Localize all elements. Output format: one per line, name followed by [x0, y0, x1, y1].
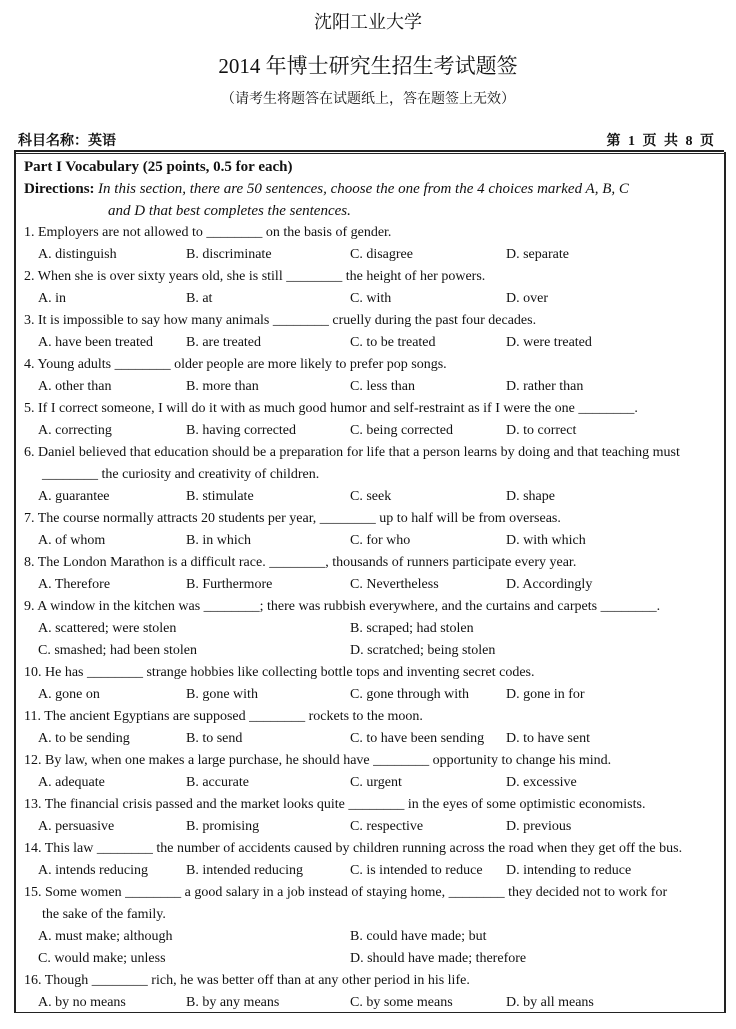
option-row	[24, 244, 720, 266]
answer-option: B. could have made; but	[350, 929, 487, 944]
question-stem: 3. It is impossible to say how many animals ________ cruelly during the past four decades.	[24, 313, 537, 328]
answer-option: C. gone through with	[350, 687, 469, 702]
question-stem: 1. Employers are not allowed to ________ on the basis of gender.	[24, 225, 392, 240]
answer-option: C. less than	[350, 379, 415, 394]
answer-option: D. rather than	[506, 379, 584, 394]
answer-option: D. should have made; therefore	[350, 951, 527, 966]
answer-option: C. urgent	[350, 775, 402, 790]
answer-option: C. being corrected	[350, 423, 454, 438]
question-sheet	[24, 156, 720, 1014]
option-row	[24, 618, 720, 640]
answer-option: B. by any means	[186, 995, 280, 1010]
answer-option: A. distinguish	[38, 247, 117, 262]
answer-option: A. guarantee	[38, 489, 110, 504]
subject-name: 科目名称：英语	[18, 134, 116, 149]
option-row	[24, 376, 720, 398]
answer-option: A. gone on	[38, 687, 100, 702]
part-title: Part I Vocabulary (25 points, 0.5 for each)	[24, 159, 293, 175]
question-stem: 14. This law ________ the number of accidents caused by children running across the road when they get off the bus.	[24, 841, 683, 856]
answer-option: B. accurate	[186, 775, 249, 790]
question-stem: 2. When she is over sixty years old, she is still ________ the height of her powers.	[24, 269, 486, 284]
answer-option: C. seek	[350, 489, 392, 504]
exam-title: 2014 年博士研究生招生考试题签	[218, 54, 518, 78]
question-stem: 15. Some women ________ a good salary in a job instead of staying home, ________ they decided not to work for	[24, 885, 668, 900]
answer-option: C. respective	[350, 819, 424, 834]
option-row	[24, 926, 720, 948]
answer-option: C. with	[350, 291, 392, 306]
answer-option: A. other than	[38, 379, 112, 394]
directions-text: In this section, there are 50 sentences, choose the one from the 4 choices marked A, B, C	[98, 181, 629, 197]
answer-option: C. by some means	[350, 995, 453, 1010]
answer-option: B. are treated	[186, 335, 262, 350]
question-stem: 13. The financial crisis passed and the market looks quite ________ in the eyes of some optimistic economists.	[24, 797, 646, 812]
answer-option: A. correcting	[38, 423, 112, 438]
directions	[24, 178, 720, 200]
option-row	[24, 332, 720, 354]
answer-option: A. Therefore	[38, 577, 111, 592]
answer-option: D. by all means	[506, 995, 594, 1010]
school-name: 沈阳工业大学	[314, 12, 422, 32]
answer-option: D. scratched; being stolen	[350, 643, 496, 658]
answer-option: D. excessive	[506, 775, 577, 790]
option-row	[24, 772, 720, 794]
directions-continued	[24, 200, 720, 222]
answer-option: B. at	[186, 291, 213, 306]
answer-option: C. smashed; had been stolen	[38, 643, 198, 658]
question-stem-continued: ________ the curiosity and creativity of children.	[42, 467, 320, 482]
option-row	[24, 640, 720, 662]
directions-text: and D that best completes the sentences.	[108, 203, 351, 219]
answer-option: D. were treated	[506, 335, 592, 350]
answer-option: B. more than	[186, 379, 259, 394]
answer-option: A. scattered; were stolen	[38, 621, 177, 636]
question-stem: 12. By law, when one makes a large purchase, he should have ________ opportunity to change his mind.	[24, 753, 612, 768]
answer-option: C. to have been sending	[350, 731, 485, 746]
answer-option: B. having corrected	[186, 423, 297, 438]
answer-option: D. Accordingly	[506, 577, 593, 592]
answer-option: D. shape	[506, 489, 555, 504]
answer-option: C. to be treated	[350, 335, 436, 350]
answer-option: C. for who	[350, 533, 411, 548]
question-stem: 4. Young adults ________ older people are more likely to prefer pop songs.	[24, 357, 447, 372]
answer-option: A. adequate	[38, 775, 105, 790]
option-row	[24, 816, 720, 838]
answer-option: B. stimulate	[186, 489, 254, 504]
answer-option: A. by no means	[38, 995, 126, 1010]
answer-option: B. to send	[186, 731, 243, 746]
question-stem: 9. A window in the kitchen was ________; there was rubbish everywhere, and the curtains and carpets ________.	[24, 599, 661, 614]
option-row	[24, 530, 720, 552]
answer-option: B. intended reducing	[186, 863, 304, 878]
answer-option: B. discriminate	[186, 247, 272, 262]
answer-option: C. disagree	[350, 247, 413, 262]
answer-option: A. to be sending	[38, 731, 130, 746]
answer-option: C. would make; unless	[38, 951, 166, 966]
answer-option: A. persuasive	[38, 819, 115, 834]
option-row	[24, 486, 720, 508]
option-row	[24, 420, 720, 442]
option-row	[24, 860, 720, 882]
answer-option: D. over	[506, 291, 548, 306]
answer-option: A. have been treated	[38, 335, 154, 350]
answer-option: C. Nevertheless	[350, 577, 439, 592]
question-stem: 5. If I correct someone, I will do it with as much good humor and self-restraint as if I were the one ________.	[24, 401, 638, 416]
answer-option: B. scraped; had stolen	[350, 621, 474, 636]
answer-option: B. Furthermore	[186, 577, 273, 592]
option-row	[24, 992, 720, 1014]
answer-option: B. in which	[186, 533, 251, 548]
answer-option: B. promising	[186, 819, 260, 834]
option-row	[24, 574, 720, 596]
question-stem-continued: the sake of the family.	[42, 907, 166, 922]
question-stem: 8. The London Marathon is a difficult race. ________, thousands of runners participate every year.	[24, 555, 577, 570]
page-number: 第 1 页 共 8 页	[606, 134, 716, 149]
answer-option: D. to correct	[506, 423, 577, 438]
answer-option: A. intends reducing	[38, 863, 149, 878]
question-stem: 10. He has ________ strange hobbies like collecting bottle tops and inventing secret codes.	[24, 665, 535, 680]
question-list	[24, 222, 720, 1014]
answer-option: A. in	[38, 291, 66, 306]
exam-instruction: （请考生将题答在试题纸上，答在题签上无效）	[221, 92, 515, 107]
answer-option: D. previous	[506, 819, 572, 834]
answer-option: D. separate	[506, 247, 569, 262]
answer-option: D. gone in for	[506, 687, 585, 702]
option-row	[24, 728, 720, 750]
answer-option: D. with which	[506, 533, 586, 548]
answer-option: C. is intended to reduce	[350, 863, 483, 878]
answer-option: D. to have sent	[506, 731, 590, 746]
option-row	[24, 684, 720, 706]
option-row	[24, 948, 720, 970]
answer-option: A. must make; although	[38, 929, 173, 944]
answer-option: D. intending to reduce	[506, 863, 632, 878]
option-row	[24, 288, 720, 310]
answer-option: A. of whom	[38, 533, 106, 548]
answer-option: B. gone with	[186, 687, 258, 702]
question-stem: 16. Though ________ rich, he was better off than at any other period in his life.	[24, 973, 470, 988]
question-stem: 6. Daniel believed that education should be a preparation for life that a person learns by doing and that teaching must	[24, 445, 680, 460]
question-stem: 11. The ancient Egyptians are supposed ________ rockets to the moon.	[24, 709, 423, 724]
directions-label: Directions:	[24, 181, 95, 197]
question-stem: 7. The course normally attracts 20 students per year, ________ up to half will be from overseas.	[24, 511, 561, 526]
